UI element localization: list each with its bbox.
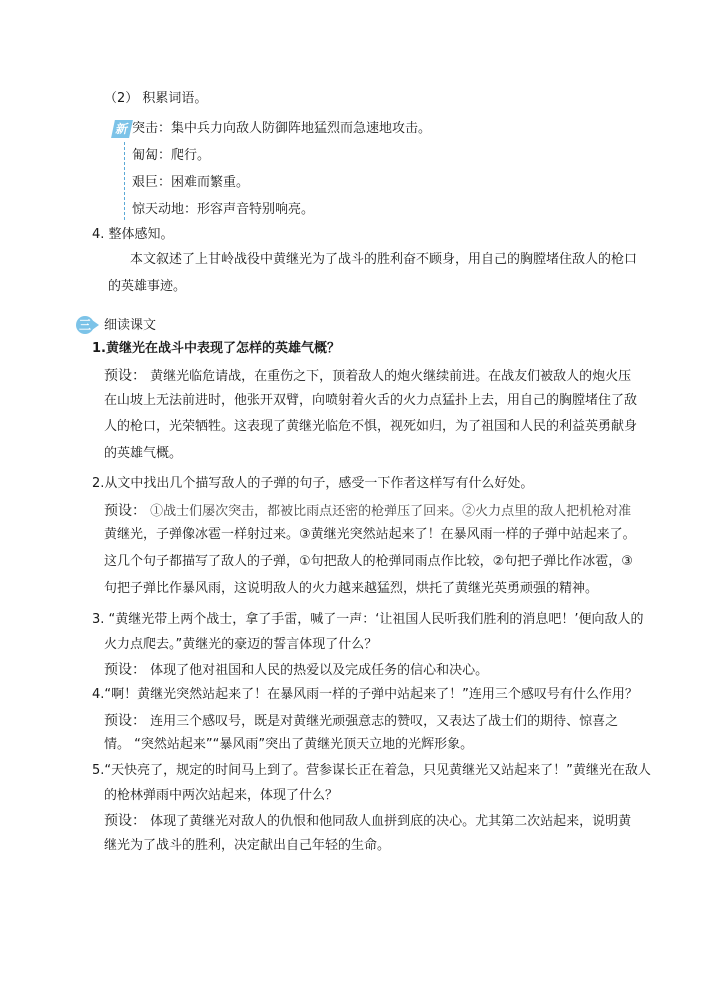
answer-text: 体现了他对祖国和人民的热爱以及完成任务的信心和决心。 [150, 663, 489, 678]
answer-line [104, 367, 631, 386]
answer-text: 句把子弹比作暴风雨，这说明敌人的火力越来越猛烈，烘托了黄继光英勇顽强的精神。 [104, 581, 599, 596]
question-text: 1.黄继光在战斗中表现了怎样的英雄气概？ [92, 341, 340, 356]
vocab-item: 匍匐：爬行。 [132, 148, 211, 163]
vocab-dashed-rule [124, 142, 125, 220]
section-number-badge: 三 [76, 316, 94, 334]
answer-text: 继光为了战斗的胜利，决定献出自己年轻的生命。 [104, 838, 391, 853]
question-text: 3. “黄继光带上两个战士，拿了手雷，喊了一声：‘让祖国人民听我们胜利的消息吧！’便向敌人的 [92, 612, 644, 627]
vocab-heading: （2） 积累词语。 [104, 91, 208, 106]
overview-heading: 4. 整体感知。 [92, 227, 174, 242]
answer-text: 连用三个感叹号，既是对黄继光顽强意志的赞叹，又表达了战士们的期待、惊喜之 [150, 714, 619, 729]
vocab-item: 突击：集中兵力向敌人防御阵地猛烈而急速地攻击。 [132, 121, 432, 136]
overview-text: 本文叙述了上甘岭战役中黄继光为了战斗的胜利奋不顾身，用自己的胸膛堵住敌人的枪口 [130, 252, 638, 267]
answer-text: ①战士们屡次突击，都被比雨点还密的枪弹压了回来。②火力点里的敌人把机枪对准 [150, 504, 632, 519]
answer-text: 这几个句子都描写了敌人的子弹，①句把敌人的枪弹同雨点作比较，②句把子弹比作冰雹，③ [104, 554, 633, 569]
answer-text: 在山坡上无法前进时，他张开双臂，向喷射着火舌的火力点猛扑上去，用自己的胸膛堵住了敌 [104, 393, 638, 408]
answer-label: 预设： [104, 813, 146, 829]
question-text: 2.从文中找出几个描写敌人的子弹的句子，感受一下作者这样写有什么好处。 [92, 476, 534, 491]
answer-text: 情。 “突然站起来”“暴风雨”突出了黄继光顶天立地的光辉形象。 [104, 737, 474, 752]
answer-text: 黄继光临危请战，在重伤之下，顶着敌人的炮火继续前进。在战友们被敌人的炮火压 [150, 369, 632, 384]
answer-text: 体现了黄继光对敌人的仇恨和他同敌人血拼到底的决心。尤其第二次站起来，说明黄 [150, 814, 632, 829]
answer-line [104, 712, 618, 731]
section-title: 细读课文 [104, 318, 157, 333]
question-text: 火力点爬去。”黄继光的豪迈的誓言体现了什么？ [104, 637, 378, 652]
answer-label: 预设： [104, 662, 146, 678]
vocab-item: 惊天动地：形容声音特别响亮。 [132, 202, 315, 217]
answer-label: 预设： [104, 713, 146, 729]
answer-text: 人的枪口，光荣牺牲。这表现了黄继光临危不惧，视死如归，为了祖国和人民的利益英勇献身 [104, 419, 638, 434]
answer-label: 预设： [104, 503, 146, 519]
answer-text: 黄继光，子弹像冰雹一样射过来。③黄继光突然站起来了！在暴风雨一样的子弹中站起来了。 [104, 527, 636, 542]
section-arrow-icon [92, 320, 99, 330]
vocab-item: 艰巨：困难而繁重。 [132, 175, 250, 190]
answer-line [104, 661, 488, 680]
overview-text: 的英雄事迹。 [108, 279, 187, 294]
answer-text: 的英雄气概。 [104, 446, 183, 461]
question-text: 5.“天快亮了，规定的时间马上到了。营参谋长正在着急，只见黄继光又站起来了！”黄继光在敌人 [92, 763, 651, 778]
answer-line [104, 502, 631, 521]
answer-label: 预设： [104, 368, 146, 384]
question-text: 4.“啊！黄继光突然站起来了！在暴风雨一样的子弹中站起来了！”连用三个感叹号有什么作用？ [92, 687, 638, 702]
new-words-badge: 新 [111, 120, 133, 138]
question-text: 的枪林弹雨中两次站起来，体现了什么？ [104, 788, 339, 803]
answer-line [104, 812, 631, 831]
